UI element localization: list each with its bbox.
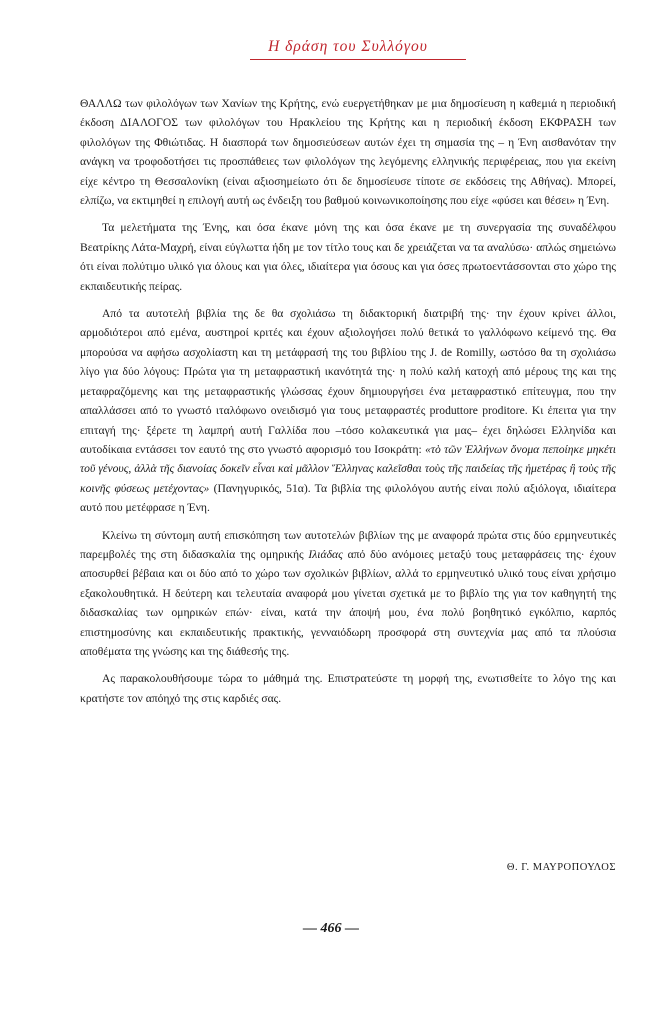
paragraph-text: (Πανηγυρικός, 51α). Τα βιβλία της φιλολόγου αυτής είναι πολύ αξιόλογα, ιδιαίτερα αυτό που μετέφρασε η Ένη. <box>80 481 616 515</box>
header-underline <box>250 59 466 60</box>
isocrates-quote: «τὸ τῶν Ἑλλήνων ὄνομα πεποίηκε μηκέτι τοῦ γένους, ἀλλὰ τῆς διανοίας δοκεῖν εἶναι καὶ μᾶλλον Ἕλληνας καλεῖσθαι τοὺς τῆς παιδείας τῆς ἡμετέρας ἢ τοὺς τῆς κοινῆς φύσεως μετέχοντας» <box>80 442 616 495</box>
author-signature: Θ. Γ. ΜΑΥΡΟΠΟΥΛΟΣ <box>506 862 616 873</box>
article-body <box>80 94 616 716</box>
paragraph <box>80 669 616 708</box>
paragraph-text: Τα μελετήματα της Ένης, και όσα έκανε μόνη της και όσα έκανε με τη συνεργασία της συναδέλφου Βεατρίκης Λάτα-Μαχρή, είναι εύγλωττα ήδη με τον τίτλο τους και δε χρειάζεται να τα αναλύσω· απλώς σημειώνω ότι είναι πολύτιμο υλικό για όλους και για όλες, ιδιαίτερα για όσους και για όσες πρωτοεντάσσονται στο χώρο της εκπαιδευτικής πείρας. <box>80 221 616 293</box>
paragraph-text: Κλείνω τη σύντομη αυτή επισκόπηση των αυτοτελών βιβλίων της με αναφορά πρώτα στις δύο ερμηνευτικές παρεμβολές της στη διδασκαλία της ομηρικής <box>80 528 616 561</box>
paragraph-text: ΘΑΛΛΩ των φιλολόγων των Χανίων της Κρήτης, ενώ ευεργετήθηκαν με μια δημοσίευση η καθεμιά η περιοδική έκδοση ΔΙΑΛΟΓΟΣ των φιλολόγων του Ηρακλείου της Κρήτης και η περιοδική έκδοση ΕΚΦΡΑΣΗ των φιλολόγων της Φθιώτιδας. Η διασπορά των δημοσιεύσεων αυτών έχει τη σημασία της – η Ένη αισθανόταν την ανάγκη να τροφοδοτήσει τις προσπάθειες των φιλολόγων της λεγόμενης ελληνικής περιφέρειας, που για εκείνη είχε κέντρο τη Θεσσαλονίκη (είναι αξιοσημείωτο ότι δε δημοσίευσε τίποτε σε εκδόσεις της Αθήνας). Μπορεί, ελπίζω, να εκτιμηθεί η επιλογή αυτή ως ένδειξη του βαθμού κοινωνικοποίησης που είχε «φύσει και θέσει» η Ένη. <box>80 97 616 208</box>
paragraph-text: από δύο ανόμοιες μεταξύ τους μεταφράσεις της· έχουν αποσυρθεί βέβαια και οι δύο από το χώρο των σχολικών βιβλίων, αλλά το ερμηνευτικό υλικό τους είναι χρήσιμο εξακολουθητικά. Η δεύτερη και τελευταία αναφορά μου γίνεται σχετικά με το βιβλίο της για τον καθηγητή της διδασκαλίας των ομηρικών επών· είναι, κατά την άποψή μου, ένα πολύ βοηθητικό εγκόλπιο, καρπός επιστημοσύνης και εκπαιδευτικής πρακτικής, γενναιόδωρη προσφορά στη συντεχνία μας από τα πλούσια αποθέματα της γνώσης και της διάθεσής της. <box>80 547 616 658</box>
paragraph <box>80 526 616 662</box>
paragraph <box>80 94 616 210</box>
paragraph <box>80 218 616 296</box>
running-header-title: Η δράση του Συλλόγου <box>268 38 428 55</box>
iliad-title: Ιλιάδας <box>308 547 343 561</box>
paragraph-text: Ας παρακολουθήσουμε τώρα το μάθημά της. Επιστρατεύστε τη μορφή της, ενωτισθείτε το λόγο της και κρατήστε τον απόηχό της στις καρδιές σας. <box>80 672 616 705</box>
paragraph <box>80 304 616 517</box>
page-number: — 466 — <box>303 921 359 936</box>
paragraph-text: Από τα αυτοτελή βιβλία της δε θα σχολιάσω τη διδακτορική διατριβή της· την έχουν κρίνει άλλοι, αρμοδιότεροι από εμένα, αυστηροί κριτές και έχουν αξιολογήσει πολύ θετικά το γαλλόφωνο κείμενό της. Θα μπορούσα να αφήσω ασχολίαστη και τη μετάφρασή της του βιβλίου της J. de Romilly, ωστόσο θα τη σχολιάσω λίγο για δύο λόγους: Πρώτα για τη μεταφραστική ικανότητά της· η πολύ καλή κατοχή από μέρους της και της μεταφραζόμενης και της μεταφραστικής γλώσσας έχουν δημιουργήσει ένα μεταφραστικό επίτευγμα, που την απαλλάσσει από το γνωστό ιταλόφωνο ονειδισμό για τους μεταφραστές produttore proditore. Κι έπειτα για την επιταγή της· ξέρετε τη λαμπρή αυτή Γαλλίδα που –τόσο κολακευτικά για μας– έχει δηλώσει Ελληνίδα και αυτοδίκαια εντάσσει τον εαυτό της στο γνωστό αφορισμό του Ισοκράτη: <box>80 307 616 456</box>
running-header <box>80 38 616 56</box>
